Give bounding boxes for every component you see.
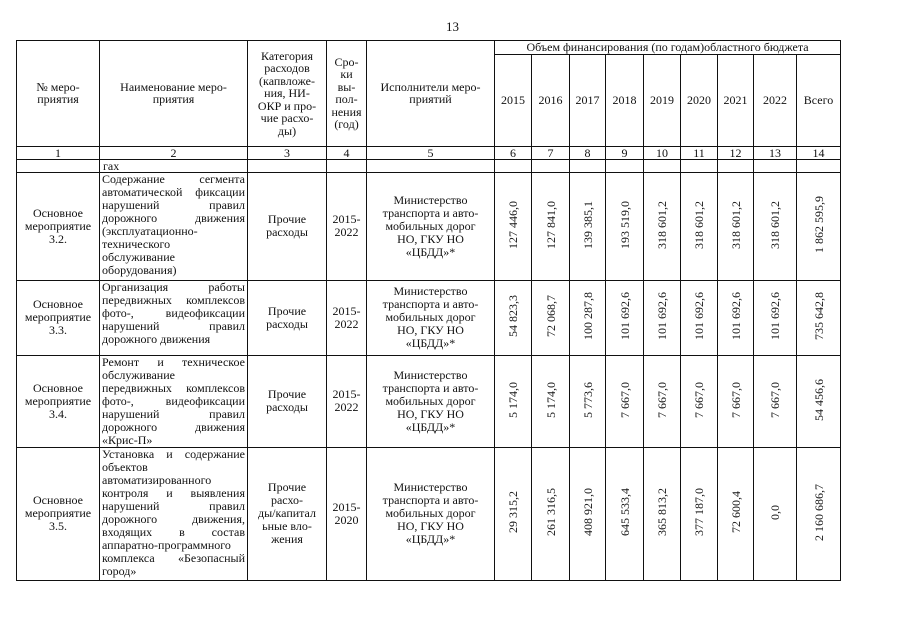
row-category: Прочие расхо- ды/капитал ьные вло- жения	[248, 447, 327, 580]
row-year-value: 72 600,4	[718, 447, 754, 580]
row-year-value: 101 692,6	[606, 280, 644, 355]
column-number: 11	[681, 146, 718, 159]
column-number: 13	[754, 146, 797, 159]
header-executors: Исполнители меро- приятий	[367, 41, 495, 147]
continuation-row	[17, 159, 841, 172]
header-year: 2017	[570, 54, 606, 146]
row-year-value: 645 533,4	[606, 447, 644, 580]
table-row	[17, 280, 841, 355]
row-year-value: 365 813,2	[644, 447, 681, 580]
header-num: № меро- приятия	[17, 41, 100, 147]
page-number: 13	[446, 19, 459, 34]
row-executors: Министерство транспорта и авто- мобильных дорог НО, ГКУ НО «ЦБДД»*	[367, 447, 495, 580]
column-number: 5	[367, 146, 495, 159]
row-year-value: 7 667,0	[681, 355, 718, 447]
row-year-value: 318 601,2	[718, 172, 754, 280]
column-number: 9	[606, 146, 644, 159]
row-year-value: 318 601,2	[644, 172, 681, 280]
row-total-value: 54 456,6	[797, 355, 841, 447]
table-row	[17, 355, 841, 447]
row-year-value: 5 174,0	[532, 355, 570, 447]
row-year-value: 127 841,0	[532, 172, 570, 280]
table-row	[17, 172, 841, 280]
header-year: 2015	[495, 54, 532, 146]
row-year-value: 408 921,0	[570, 447, 606, 580]
row-total-value: 1 862 595,9	[797, 172, 841, 280]
row-year-value: 100 287,8	[570, 280, 606, 355]
row-year-value: 101 692,6	[754, 280, 797, 355]
column-number: 14	[797, 146, 841, 159]
row-terms: 2015- 2022	[327, 355, 367, 447]
row-terms: 2015- 2022	[327, 280, 367, 355]
row-total-value: 735 642,8	[797, 280, 841, 355]
header-year: 2019	[644, 54, 681, 146]
row-terms: 2015- 2020	[327, 447, 367, 580]
continuation-text: гах	[100, 159, 248, 172]
row-year-value: 7 667,0	[606, 355, 644, 447]
row-year-value: 101 692,6	[718, 280, 754, 355]
column-number: 12	[718, 146, 754, 159]
row-year-value: 54 823,3	[495, 280, 532, 355]
row-year-value: 5 773,6	[570, 355, 606, 447]
header-row-1	[17, 41, 841, 55]
row-year-value: 0,0	[754, 447, 797, 580]
row-executors: Министерство транспорта и авто- мобильных дорог НО, ГКУ НО «ЦБДД»*	[367, 355, 495, 447]
column-number: 10	[644, 146, 681, 159]
row-year-value: 29 315,2	[495, 447, 532, 580]
row-year-value: 193 519,0	[606, 172, 644, 280]
row-year-value: 7 667,0	[644, 355, 681, 447]
header-year: 2020	[681, 54, 718, 146]
header-funding: Объем финансирования (по годам)областного бюджета	[495, 41, 841, 55]
header-name: Наименование меро- приятия	[100, 41, 248, 147]
row-name: Установка и содержание объектов автоматизированного контроля и выявления нарушений правил дорожного движения, входящих в состав аппаратно-программного комплекса «Безопасный город»	[100, 447, 248, 580]
column-numbers-row	[17, 146, 841, 159]
row-year-value: 7 667,0	[754, 355, 797, 447]
row-year-value: 7 667,0	[718, 355, 754, 447]
row-year-value: 72 068,7	[532, 280, 570, 355]
row-terms: 2015- 2022	[327, 172, 367, 280]
row-category: Прочие расходы	[248, 355, 327, 447]
column-number: 3	[248, 146, 327, 159]
header-year: 2016	[532, 54, 570, 146]
header-terms: Сро- ки вы- пол- нения (год)	[327, 41, 367, 147]
row-name: Организация работы передвижных комплексов фото-, видеофиксации нарушений правил дорожного движения	[100, 280, 248, 355]
column-number: 1	[17, 146, 100, 159]
row-year-value: 318 601,2	[754, 172, 797, 280]
header-total: Всего	[797, 54, 841, 146]
row-year-value: 377 187,0	[681, 447, 718, 580]
row-year-value: 318 601,2	[681, 172, 718, 280]
row-executors: Министерство транспорта и авто- мобильных дорог НО, ГКУ НО «ЦБДД»*	[367, 280, 495, 355]
row-total-value: 2 160 686,7	[797, 447, 841, 580]
row-executors: Министерство транспорта и авто- мобильных дорог НО, ГКУ НО «ЦБДД»*	[367, 172, 495, 280]
column-number: 4	[327, 146, 367, 159]
row-year-value: 101 692,6	[681, 280, 718, 355]
funding-table	[16, 40, 841, 581]
row-number: Основное мероприятие 3.4.	[17, 355, 100, 447]
row-name: Ремонт и техническое обслуживание передвижных комплексов фото-, видеофиксации нарушений правил дорожного движения «Крис-П»	[100, 355, 248, 447]
row-year-value: 5 174,0	[495, 355, 532, 447]
header-year: 2018	[606, 54, 644, 146]
row-name: Содержание сегмента автоматической фиксации нарушений правил дорожного движения (эксплуатационно-технического обслуживание оборудования)	[100, 172, 248, 280]
column-number: 7	[532, 146, 570, 159]
row-category: Прочие расходы	[248, 172, 327, 280]
row-year-value: 127 446,0	[495, 172, 532, 280]
data-rows	[17, 172, 841, 580]
row-number: Основное мероприятие 3.3.	[17, 280, 100, 355]
column-number: 8	[570, 146, 606, 159]
row-number: Основное мероприятие 3.2.	[17, 172, 100, 280]
header-category: Категория расходов (капвложе- ния, НИ- ОКР и про- чие расхо- ды)	[248, 41, 327, 147]
row-number: Основное мероприятие 3.5.	[17, 447, 100, 580]
header-year: 2021	[718, 54, 754, 146]
table-row	[17, 447, 841, 580]
row-year-value: 139 385,1	[570, 172, 606, 280]
row-year-value: 101 692,6	[644, 280, 681, 355]
column-number: 2	[100, 146, 248, 159]
column-number: 6	[495, 146, 532, 159]
row-category: Прочие расходы	[248, 280, 327, 355]
continuation-num	[17, 159, 100, 172]
header-year: 2022	[754, 54, 797, 146]
row-year-value: 261 316,5	[532, 447, 570, 580]
